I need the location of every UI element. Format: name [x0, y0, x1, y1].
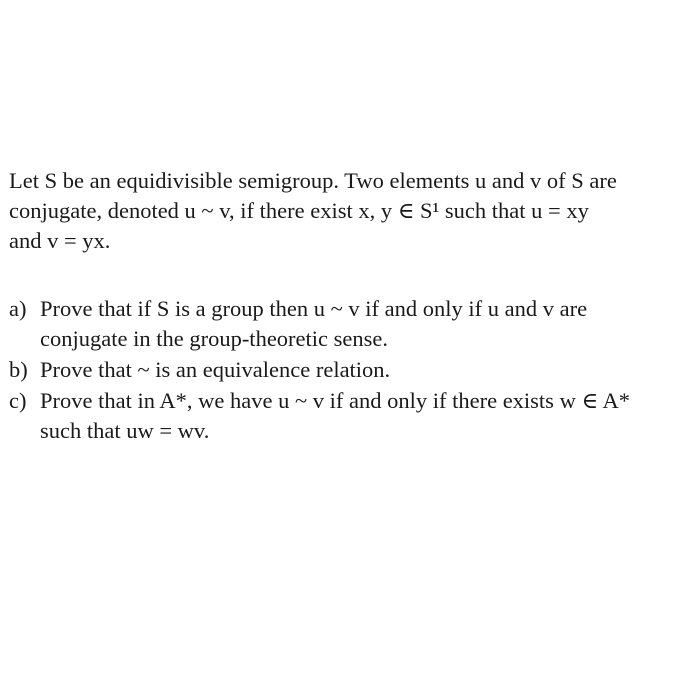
problem-parts-list — [9, 294, 685, 446]
part-b-marker: b) — [9, 357, 28, 382]
part-b-line-1: Prove that ~ is an equivalence relation. — [40, 357, 391, 382]
exercise-text — [9, 166, 685, 446]
intro-line-2: conjugate, denoted u ~ v, if there exist x, y ∈ S¹ such that u = xy — [9, 198, 589, 223]
part-a-marker: a) — [9, 296, 27, 321]
problem-intro — [9, 166, 685, 256]
part-a — [9, 294, 685, 354]
part-a-line-2: conjugate in the group-theoretic sense. — [40, 326, 389, 351]
part-a-line-1: Prove that if S is a group then u ~ v if and only if u and v are — [40, 296, 588, 321]
part-c — [9, 386, 685, 446]
part-b — [9, 355, 685, 385]
intro-line-3: and v = yx. — [9, 228, 111, 253]
intro-line-1: Let S be an equidivisible semigroup. Two elements u and v of S are — [9, 168, 617, 193]
part-c-line-2: such that uw = wv. — [40, 418, 210, 443]
part-c-line-1: Prove that in A*, we have u ~ v if and only if there exists w ∈ A* — [40, 388, 630, 413]
part-c-marker: c) — [9, 388, 27, 413]
